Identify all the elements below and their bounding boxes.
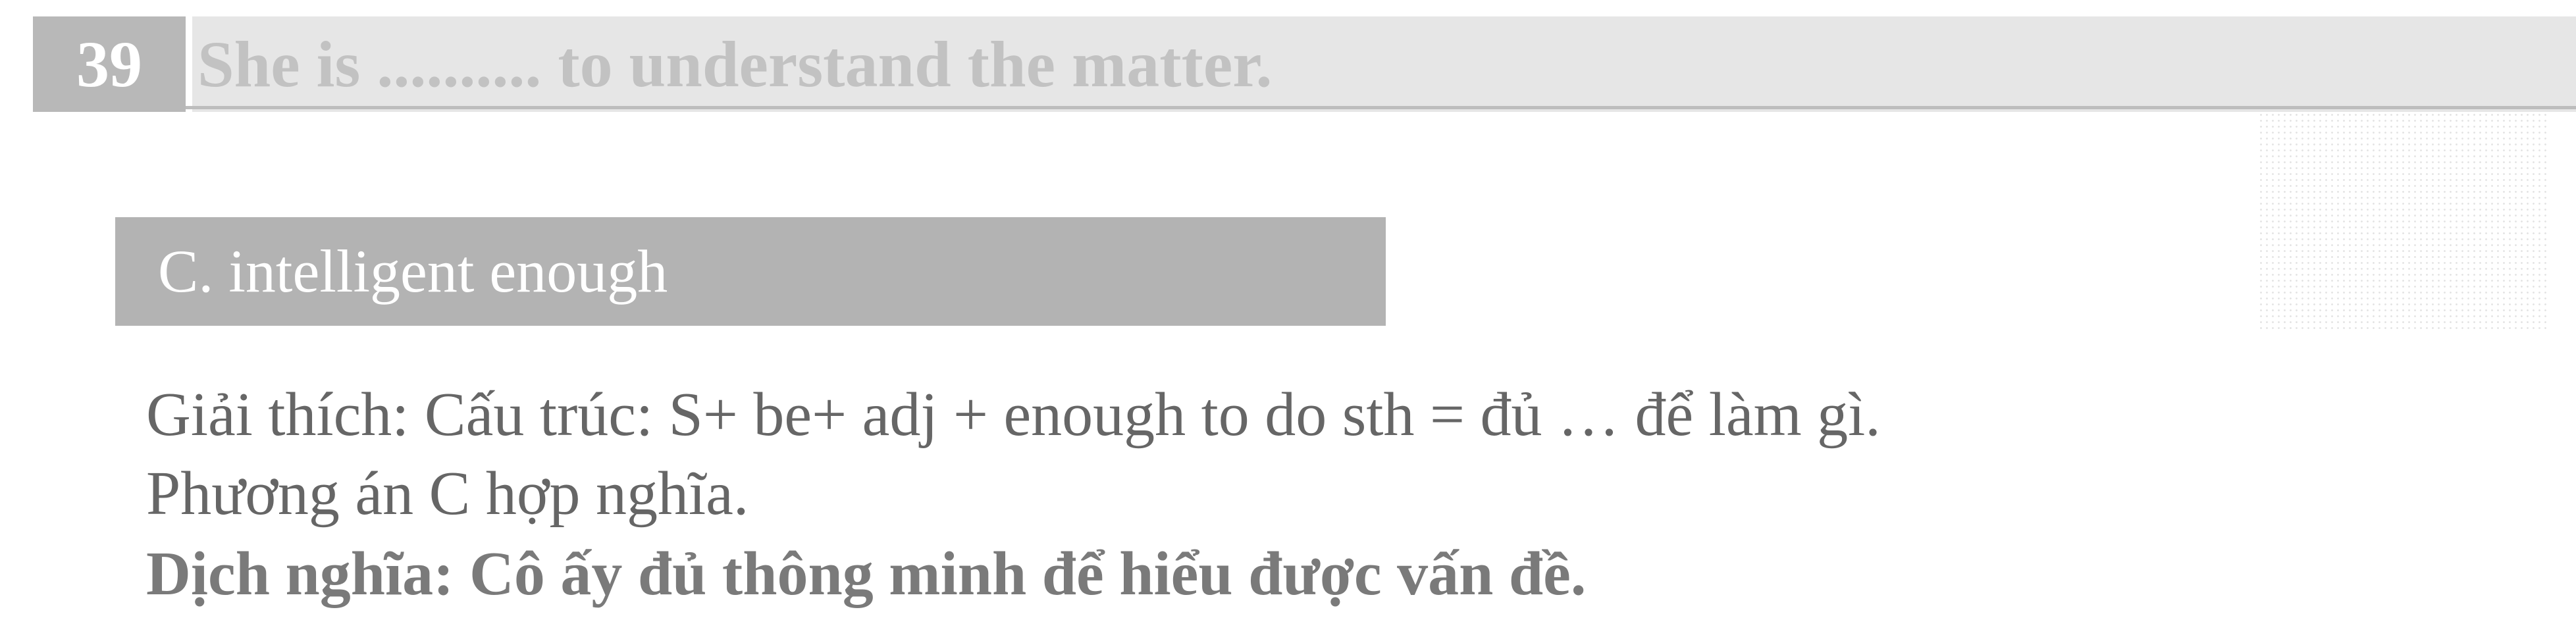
scan-noise-decoration — [2258, 112, 2548, 329]
answer-label: C. intelligent enough — [158, 238, 668, 305]
question-text: She is .......... to understand the matter. — [197, 28, 1273, 101]
explanation-line-2: Phương án C hợp nghĩa. — [146, 459, 749, 528]
question-row — [0, 16, 2576, 112]
explanation-line-1: Giải thích: Cấu trúc: S+ be+ adj + enough to do sth = đủ … để làm gì. — [146, 380, 1881, 449]
question-number-badge: 39 — [33, 16, 186, 112]
question-divider — [186, 106, 2576, 109]
translation-line: Dịch nghĩa: Cô ấy đủ thông minh để hiểu được vấn đề. — [146, 540, 1587, 608]
